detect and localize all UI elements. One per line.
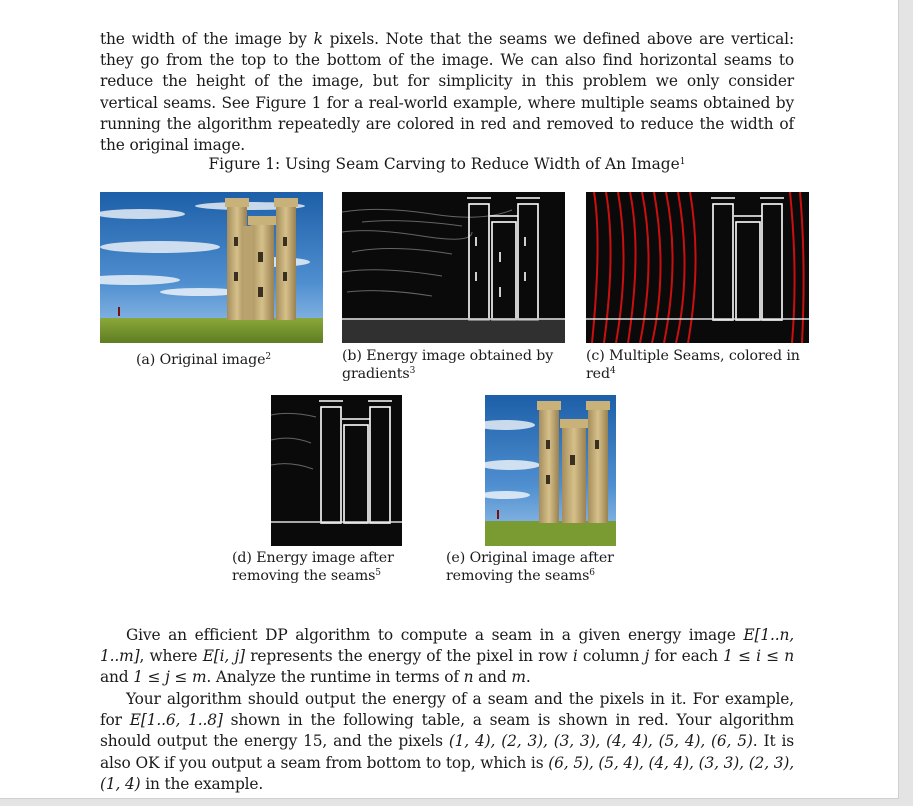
math-expression: i <box>572 647 578 666</box>
math-expression: n <box>463 668 474 687</box>
subcaption-d <box>232 550 442 585</box>
subcaption-text: (a) Original image <box>136 352 266 368</box>
text-span: for each <box>649 647 724 666</box>
math-k: k <box>313 30 323 48</box>
paragraph-intro <box>100 29 794 156</box>
math-expression: j <box>644 647 650 666</box>
footnote-mark: 5 <box>375 567 381 578</box>
subcaption-b <box>342 348 565 383</box>
footnote-mark: 1 <box>679 157 686 167</box>
figure-original-after-removal <box>485 395 616 546</box>
subcaption-e <box>446 550 661 585</box>
subcaption-text: (c) Multiple Seams, colored in red <box>586 348 800 382</box>
text-span: in the example. <box>140 774 264 793</box>
math-expression: 1 ≤ i ≤ n <box>723 647 795 666</box>
text-span: Give an efficient DP algorithm to compute a seam in a given energy image <box>126 626 744 644</box>
math-expression: E[1..6, 1..8] <box>129 711 223 730</box>
text-span: and <box>473 668 512 687</box>
footnote-mark: 6 <box>589 567 595 578</box>
math-expression: E[1..n, 1..m] <box>100 626 794 666</box>
text-span: . Analyze the runtime in terms of <box>206 668 464 687</box>
subcaption-c <box>586 348 809 383</box>
text-span: , where <box>139 647 203 666</box>
subcaption-text: (b) Energy image obtained by gradients <box>342 348 554 382</box>
subcaption-a <box>136 352 326 370</box>
text-span: pixels. Note that the seams we defined above are vertical: they go from the top to the bottom of the image. We can also find horizontal seams to reduce the height of the image, but for simplicity in this problem we only consider vertical seams. See Figure 1 for a real-world example, where multiple seams obtained by running the algorithm repeatedly are colored in red and removed to reduce the width of the original image. <box>100 30 794 155</box>
text-span: column <box>577 647 645 666</box>
text-span: and <box>100 668 134 687</box>
paragraph-output <box>100 689 794 795</box>
text-span: represents the energy of the pixel in row <box>244 647 573 666</box>
figure-energy-image <box>342 192 565 343</box>
figure-title-text: Figure 1: Using Seam Carving to Reduce Width of An Image <box>208 155 680 173</box>
math-expression: (1, 4), (2, 3), (3, 3), (4, 4), (5, 4), (6, 5) <box>448 732 753 751</box>
footnote-mark: 2 <box>265 352 272 362</box>
math-expression: E[i, j] <box>202 647 245 666</box>
text-span: shown in the following table, a seam is shown in red. Your algorithm should output the energy 15, and the pixels <box>100 711 794 751</box>
text-span: . It is also OK if you output a seam from bottom to top, which is <box>100 732 794 772</box>
subcaption-text: (e) Original image after removing the seams <box>446 550 614 584</box>
figure-original-image <box>100 192 323 343</box>
footnote-mark: 3 <box>409 365 416 376</box>
text-span: . <box>525 668 531 687</box>
figure-energy-after-removal <box>271 395 402 546</box>
figure-title <box>100 154 794 174</box>
subcaption-text: (d) Energy image after removing the seams <box>232 550 394 584</box>
text-span: the width of the image by <box>100 30 314 48</box>
figure-seams-red <box>586 192 809 343</box>
math-expression: 1 ≤ j ≤ m <box>133 668 207 687</box>
math-expression: m <box>511 668 526 687</box>
text-span: Your algorithm should output the energy of a seam and the pixels in it. For example, for <box>100 690 794 730</box>
math-expression: (6, 5), (5, 4), (4, 4), (3, 3), (2, 3), (1, 4) <box>100 753 794 793</box>
footnote-mark: 4 <box>609 365 616 376</box>
paragraph-problem <box>100 625 794 689</box>
